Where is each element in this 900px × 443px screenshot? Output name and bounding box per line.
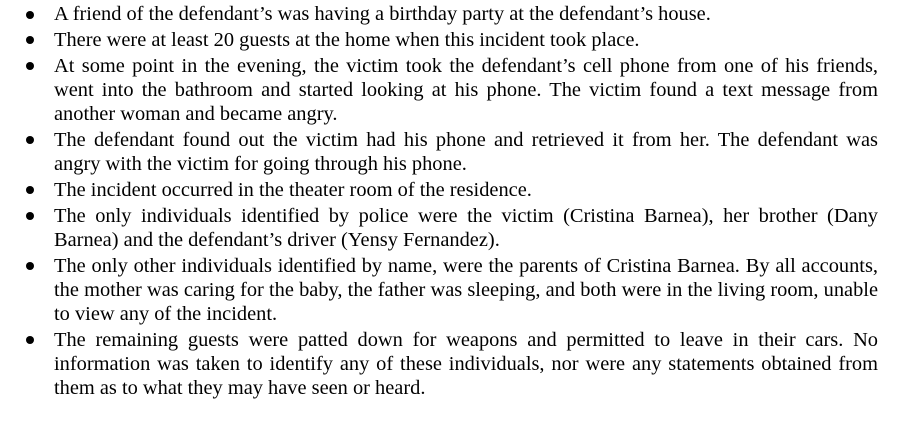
bullet-text: There were at least 20 guests at the home when this incident took place. xyxy=(54,28,640,51)
list-item xyxy=(0,128,900,176)
bullet-text: The only individuals identified by police were the victim (Cristina Barnea), her brother (Dany Barnea) and the defendant’s driver (Yensy Fernandez). xyxy=(54,204,878,251)
bullet-text: The incident occurred in the theater room of the residence. xyxy=(54,178,532,201)
bullet-text: The defendant found out the victim had his phone and retrieved it from her. The defendant was angry with the victim for going through his phone. xyxy=(54,128,878,175)
list-item xyxy=(0,328,900,401)
bullet-text: At some point in the evening, the victim took the defendant’s cell phone from one of his friends, went into the bathroom and started looking at his phone. The victim found a text message from another woman and became angry. xyxy=(54,54,878,125)
bullet-text: The remaining guests were patted down for weapons and permitted to leave in their cars. No information was taken to identify any of these individuals, nor were any statements obtained from them as to what they may have seen or heard. xyxy=(54,328,878,400)
bullet-text: A friend of the defendant’s was having a birthday party at the defendant’s house. xyxy=(54,3,711,25)
list-item xyxy=(0,2,900,26)
list-item xyxy=(0,204,900,252)
bullet-icon xyxy=(26,186,34,194)
bullet-icon xyxy=(26,262,34,270)
list-item xyxy=(0,28,900,52)
bullet-icon xyxy=(26,136,34,144)
bullet-icon xyxy=(26,36,34,44)
list-item xyxy=(0,54,900,127)
bullet-list xyxy=(0,2,900,400)
bullet-icon xyxy=(26,62,34,70)
bullet-text: The only other individuals identified by name, were the parents of Cristina Barnea. By all accounts, the mother was caring for the baby, the father was sleeping, and both were in the living room, unable to view any of the incident. xyxy=(54,254,878,325)
bullet-icon xyxy=(26,212,34,220)
bullet-icon xyxy=(26,336,34,344)
bullet-icon xyxy=(26,11,34,19)
list-item xyxy=(0,254,900,327)
document-page xyxy=(0,2,900,443)
list-item xyxy=(0,178,900,202)
